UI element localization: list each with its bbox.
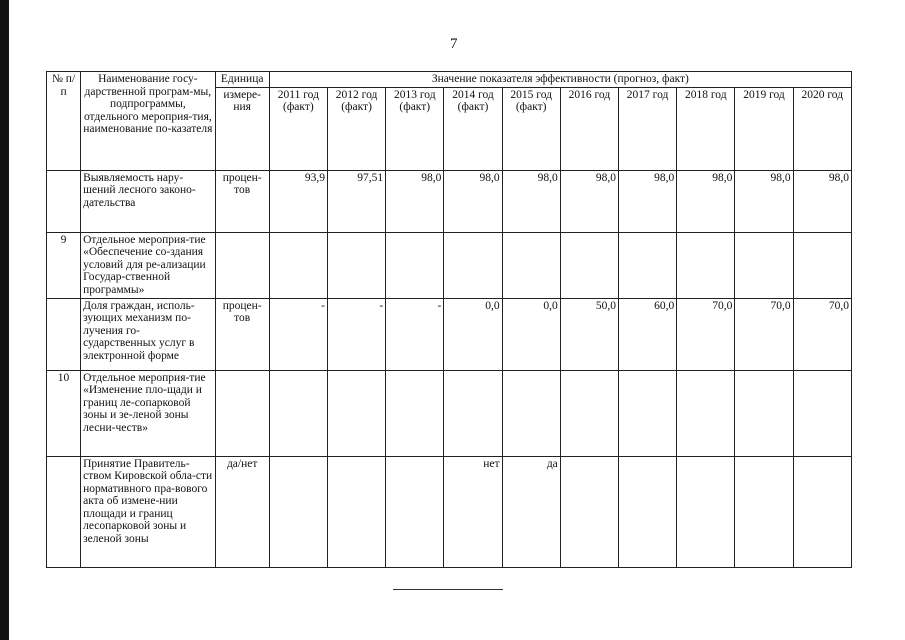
- row-value: 98,0: [444, 170, 502, 232]
- row-num: [47, 456, 81, 567]
- row-value: 98,0: [793, 170, 851, 232]
- row-unit: [215, 370, 269, 456]
- header-unit-top: Единица: [215, 72, 269, 88]
- header-year: 2017 год: [618, 87, 676, 170]
- row-value: [444, 370, 502, 456]
- row-value: [444, 232, 502, 298]
- row-value: [327, 370, 385, 456]
- row-value: 70,0: [677, 298, 735, 370]
- row-name: Отдельное мероприя-тие «Обеспечение со-здания условий для ре-ализации Государ-ственной программы»: [81, 232, 215, 298]
- row-value: [677, 456, 735, 567]
- header-num: № п/п: [47, 72, 81, 171]
- row-value: 98,0: [735, 170, 793, 232]
- row-name: Доля граждан, исполь-зующих механизм по-лучения го-сударственных услуг в электронной форме: [81, 298, 215, 370]
- header-year: 2020 год: [793, 87, 851, 170]
- row-value: [618, 370, 676, 456]
- table-row: [47, 370, 852, 456]
- row-value: 97,51: [327, 170, 385, 232]
- page-number: 7: [450, 36, 458, 52]
- row-value: нет: [444, 456, 502, 567]
- row-value: [618, 232, 676, 298]
- header-year: 2014 год (факт): [444, 87, 502, 170]
- row-value: 93,9: [269, 170, 327, 232]
- row-value: [677, 232, 735, 298]
- header-name: Наименование госу-дарственной програм-мы, подпрограммы, отдельного мероприя-тия, наименование по-казателя: [81, 72, 215, 171]
- row-value: [793, 456, 851, 567]
- row-value: [386, 232, 444, 298]
- row-unit: процен-тов: [215, 298, 269, 370]
- row-value: 98,0: [386, 170, 444, 232]
- row-unit: [215, 232, 269, 298]
- header-year: 2012 год (факт): [327, 87, 385, 170]
- row-value: 0,0: [502, 298, 560, 370]
- row-value: [386, 456, 444, 567]
- row-value: [269, 456, 327, 567]
- row-value: 98,0: [618, 170, 676, 232]
- row-value: [327, 232, 385, 298]
- row-value: [269, 232, 327, 298]
- row-value: [502, 370, 560, 456]
- row-value: [735, 456, 793, 567]
- row-value: [735, 232, 793, 298]
- row-unit: процен-тов: [215, 170, 269, 232]
- row-value: 98,0: [560, 170, 618, 232]
- row-value: [793, 232, 851, 298]
- row-name: Отдельное мероприя-тие «Изменение пло-щади и границ ле-сопарковой зоны и зе-леной зоны лесни-честв»: [81, 370, 215, 456]
- header-unit-bottom: измере-ния: [215, 87, 269, 170]
- row-num: 10: [47, 370, 81, 456]
- row-value: [793, 370, 851, 456]
- row-value: 0,0: [444, 298, 502, 370]
- scan-edge-bar: [0, 0, 9, 640]
- row-value: [269, 370, 327, 456]
- footer-divider: [393, 589, 503, 590]
- table-row: [47, 298, 852, 370]
- header-year: 2019 год: [735, 87, 793, 170]
- row-value: [560, 370, 618, 456]
- header-values-title: Значение показателя эффективности (прогноз, факт): [269, 72, 851, 88]
- header-year: 2013 год (факт): [386, 87, 444, 170]
- row-value: 70,0: [735, 298, 793, 370]
- row-value: [677, 370, 735, 456]
- row-num: 9: [47, 232, 81, 298]
- header-year: 2015 год (факт): [502, 87, 560, 170]
- efficiency-indicators-table: [46, 71, 852, 568]
- row-value: -: [386, 298, 444, 370]
- row-unit: да/нет: [215, 456, 269, 567]
- table-row: [47, 170, 852, 232]
- header-year: 2011 год (факт): [269, 87, 327, 170]
- row-value: да: [502, 456, 560, 567]
- row-value: 98,0: [677, 170, 735, 232]
- header-year: 2018 год: [677, 87, 735, 170]
- row-value: 98,0: [502, 170, 560, 232]
- row-num: [47, 170, 81, 232]
- header-row-top: [47, 72, 852, 88]
- row-value: [560, 456, 618, 567]
- table-row: [47, 456, 852, 567]
- row-value: 60,0: [618, 298, 676, 370]
- row-value: [386, 370, 444, 456]
- row-value: [735, 370, 793, 456]
- row-value: 50,0: [560, 298, 618, 370]
- row-value: [327, 456, 385, 567]
- row-value: -: [327, 298, 385, 370]
- row-value: [618, 456, 676, 567]
- row-name: Принятие Правитель-ством Кировской обла-сти нормативного пра-вового акта об измене-нии площади и границ лесопарковой зоны и зеленой зоны: [81, 456, 215, 567]
- header-year: 2016 год: [560, 87, 618, 170]
- row-name: Выявляемость нару-шений лесного законо-дательства: [81, 170, 215, 232]
- row-num: [47, 298, 81, 370]
- table-row: [47, 232, 852, 298]
- row-value: 70,0: [793, 298, 851, 370]
- row-value: [502, 232, 560, 298]
- row-value: [560, 232, 618, 298]
- row-value: -: [269, 298, 327, 370]
